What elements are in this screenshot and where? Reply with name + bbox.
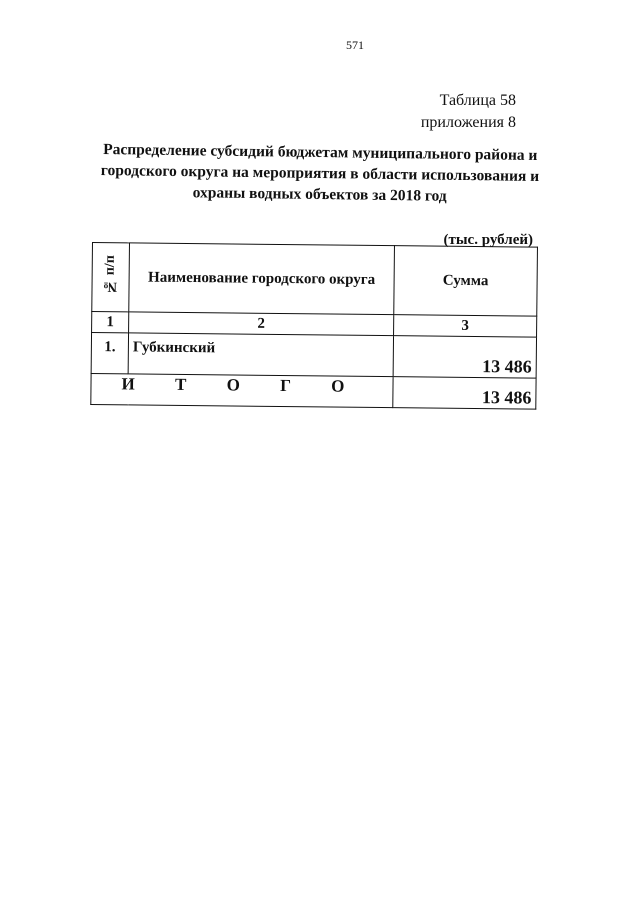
header-row: [92, 243, 538, 317]
subsidy-table: [90, 242, 538, 410]
page-number: 571: [346, 38, 364, 52]
total-row: [91, 373, 536, 409]
table-row: [91, 333, 536, 379]
header-sum: Сумма: [394, 246, 538, 316]
table-number: Таблица 58: [439, 92, 516, 109]
row-number: 1.: [91, 333, 128, 374]
column-number: 3: [394, 315, 537, 337]
column-number: 1: [92, 312, 129, 333]
table-reference: [380, 90, 516, 134]
header-number: № п/п: [92, 243, 130, 312]
total-sum: 13 486: [393, 377, 536, 409]
header-name: Наименование городского округа: [129, 243, 395, 315]
total-label: И Т О Г О: [91, 373, 393, 407]
document-title: Распределение субсидий бюджетам муниципального района и городского округа на мероприятия в области использования и охраны водных объектов за 2018 год: [100, 140, 540, 205]
appendix-number: приложения 8: [420, 114, 516, 131]
column-number: 2: [129, 312, 394, 336]
row-name: Губкинский: [128, 333, 393, 377]
row-sum: 13 486: [393, 336, 536, 378]
units-label: (тыс. рублей): [443, 232, 533, 248]
